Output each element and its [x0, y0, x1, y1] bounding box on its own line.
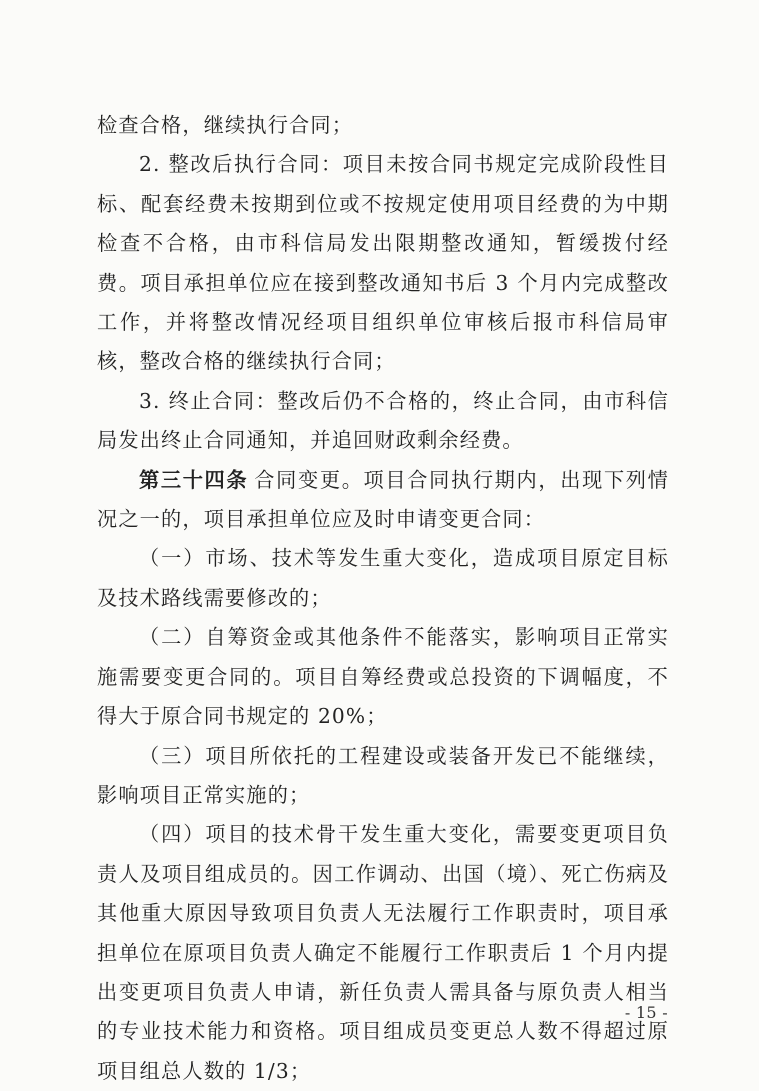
paragraph-continuation — [97, 106, 669, 145]
paragraph-text: 合同变更。项目合同执行期内，出现下列情况之一的，项目承担单位应及时申请变更合同： — [97, 467, 669, 532]
paragraph-item-2 — [97, 145, 669, 381]
paragraph-text: （二）自筹资金或其他条件不能落实，影响项目正常实施需要变更合同的。项目自筹经费或总投资的下调幅度，不得大于原合同书规定的 20%； — [97, 625, 669, 729]
paragraph-text: 2. 整改后执行合同：项目未按合同书规定完成阶段性目标、配套经费未按期到位或不按规定使用项目经费的为中期检查不合格，由市科信局发出限期整改通知，暂缓拨付经费。项目承担单位应在接到整改通知书后 3 个月内完成整改工作，并将整改情况经项目组织单位审核后报市科信局审核，整改合格的继续执行合同； — [97, 152, 669, 374]
clause-2 — [97, 618, 669, 736]
paragraph-item-3 — [97, 382, 669, 461]
clause-4 — [97, 815, 669, 1091]
document-body — [97, 106, 669, 1091]
clause-3 — [97, 737, 669, 816]
clause-1 — [97, 539, 669, 618]
article-34-paragraph — [97, 461, 669, 540]
paragraph-text: （四）项目的技术骨干发生重大变化，需要变更项目负责人及项目组成员的。因工作调动、出国（境）、死亡伤病及其他重大原因导致项目负责人无法履行工作职责时，项目承担单位在原项目负责人确定不能履行工作职责后 1 个月内提出变更项目负责人申请，新任负责人需具备与原负责人相当的专业技术能力和资格。项目组成员变更总人数不得超过原项目组总人数的 1/3； — [97, 822, 669, 1083]
paragraph-text: 3. 终止合同：整改后仍不合格的，终止合同，由市科信局发出终止合同通知，并追回财政剩余经费。 — [97, 388, 669, 453]
article-label: 第三十四条 — [139, 467, 249, 492]
paragraph-text: （一）市场、技术等发生重大变化，造成项目原定目标及技术路线需要修改的； — [97, 546, 669, 610]
paragraph-text: 检查合格，继续执行合同； — [97, 113, 354, 137]
page-number: - 15 - — [624, 1003, 668, 1022]
paragraph-text: （三）项目所依托的工程建设或装备开发已不能继续，影响项目正常实施的； — [97, 743, 669, 807]
